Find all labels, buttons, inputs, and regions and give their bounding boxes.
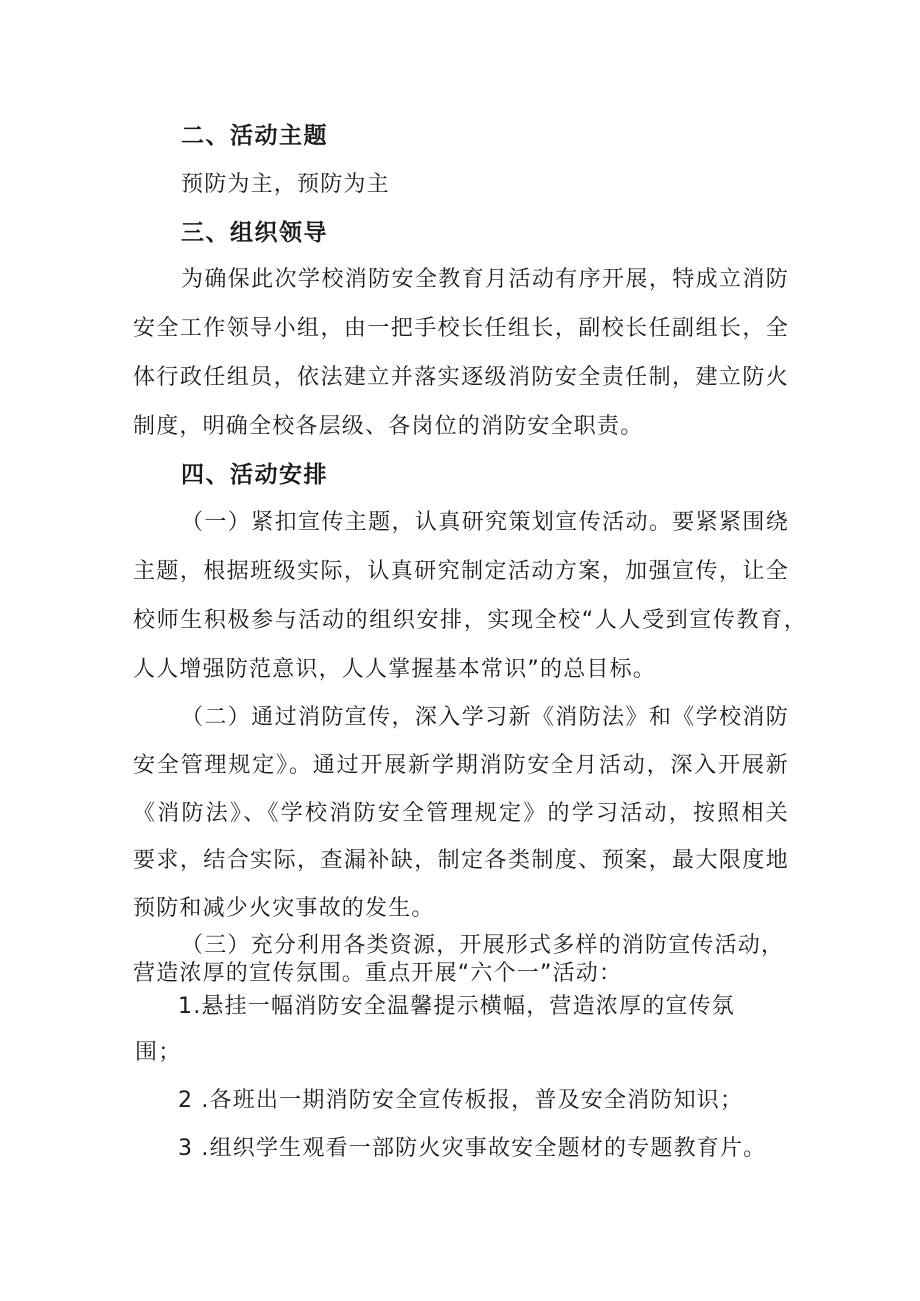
list-item-2: 2 .各班出一期消防安全宣传板报，普及安全消防知识； [178, 1088, 744, 1113]
arrangement-2-line-5: 预防和减少火灾事故的发生。 [133, 896, 435, 921]
list-item-1-continuation: 围； [135, 1040, 182, 1065]
arrangement-3-line-1: （三）充分利用各类资源，开展形式多样的消防宣传活动， [181, 933, 785, 958]
arrangement-3-line-2: 营造浓厚的宣传氛围。重点开展“六个一”活动： [133, 961, 623, 986]
organization-line-2: 安全工作领导小组，由一把手校长任组长，副校长任副组长，全 [133, 316, 789, 341]
section-heading-activity-theme: 二、活动主题 [181, 123, 328, 149]
arrangement-1-line-1: （一）紧扣宣传主题，认真研究策划宣传活动。要紧紧围绕 [181, 510, 789, 535]
organization-line-3: 体行政任组员，依法建立并落实逐级消防安全责任制，建立防火 [133, 365, 789, 390]
organization-line-4: 制度，明确全校各层级、各岗位的消防安全职责。 [133, 414, 644, 439]
arrangement-1-line-3: 校师生积极参与活动的组织安排，实现全校“人人受到宣传教育， [133, 608, 807, 633]
section-heading-organization: 三、组织领导 [181, 220, 328, 246]
organization-line-1: 为确保此次学校消防安全教育月活动有序开展，特成立消防 [181, 267, 789, 292]
arrangement-2-line-4: 要求，结合实际，查漏补缺，制定各类制度、预案，最大限度地 [133, 848, 789, 873]
arrangement-2-line-3: 《消防法》、《学校消防安全管理规定》的学习活动，按照相关 [133, 801, 789, 826]
list-item-1: 1.悬挂一幅消防安全温馨提示横幅，营造浓厚的宣传氛 [178, 994, 735, 1019]
section-heading-arrangement: 四、活动安排 [181, 462, 328, 488]
arrangement-1-line-2: 主题，根据班级实际，认真研究制定活动方案，加强宣传，让全 [133, 559, 789, 584]
list-item-3: 3 .组织学生观看一部防火灾事故安全题材的专题教育片。 [178, 1136, 767, 1161]
arrangement-2-line-1: （二）通过消防宣传，深入学习新《消防法》和《学校消防 [181, 705, 789, 730]
arrangement-2-line-2: 安全管理规定》。通过开展新学期消防安全月活动，深入开展新 [133, 753, 789, 778]
arrangement-1-line-4: 人人增强防范意识，人人掌握基本常识”的总目标。 [133, 657, 656, 682]
theme-text: 预防为主，预防为主 [181, 172, 390, 197]
